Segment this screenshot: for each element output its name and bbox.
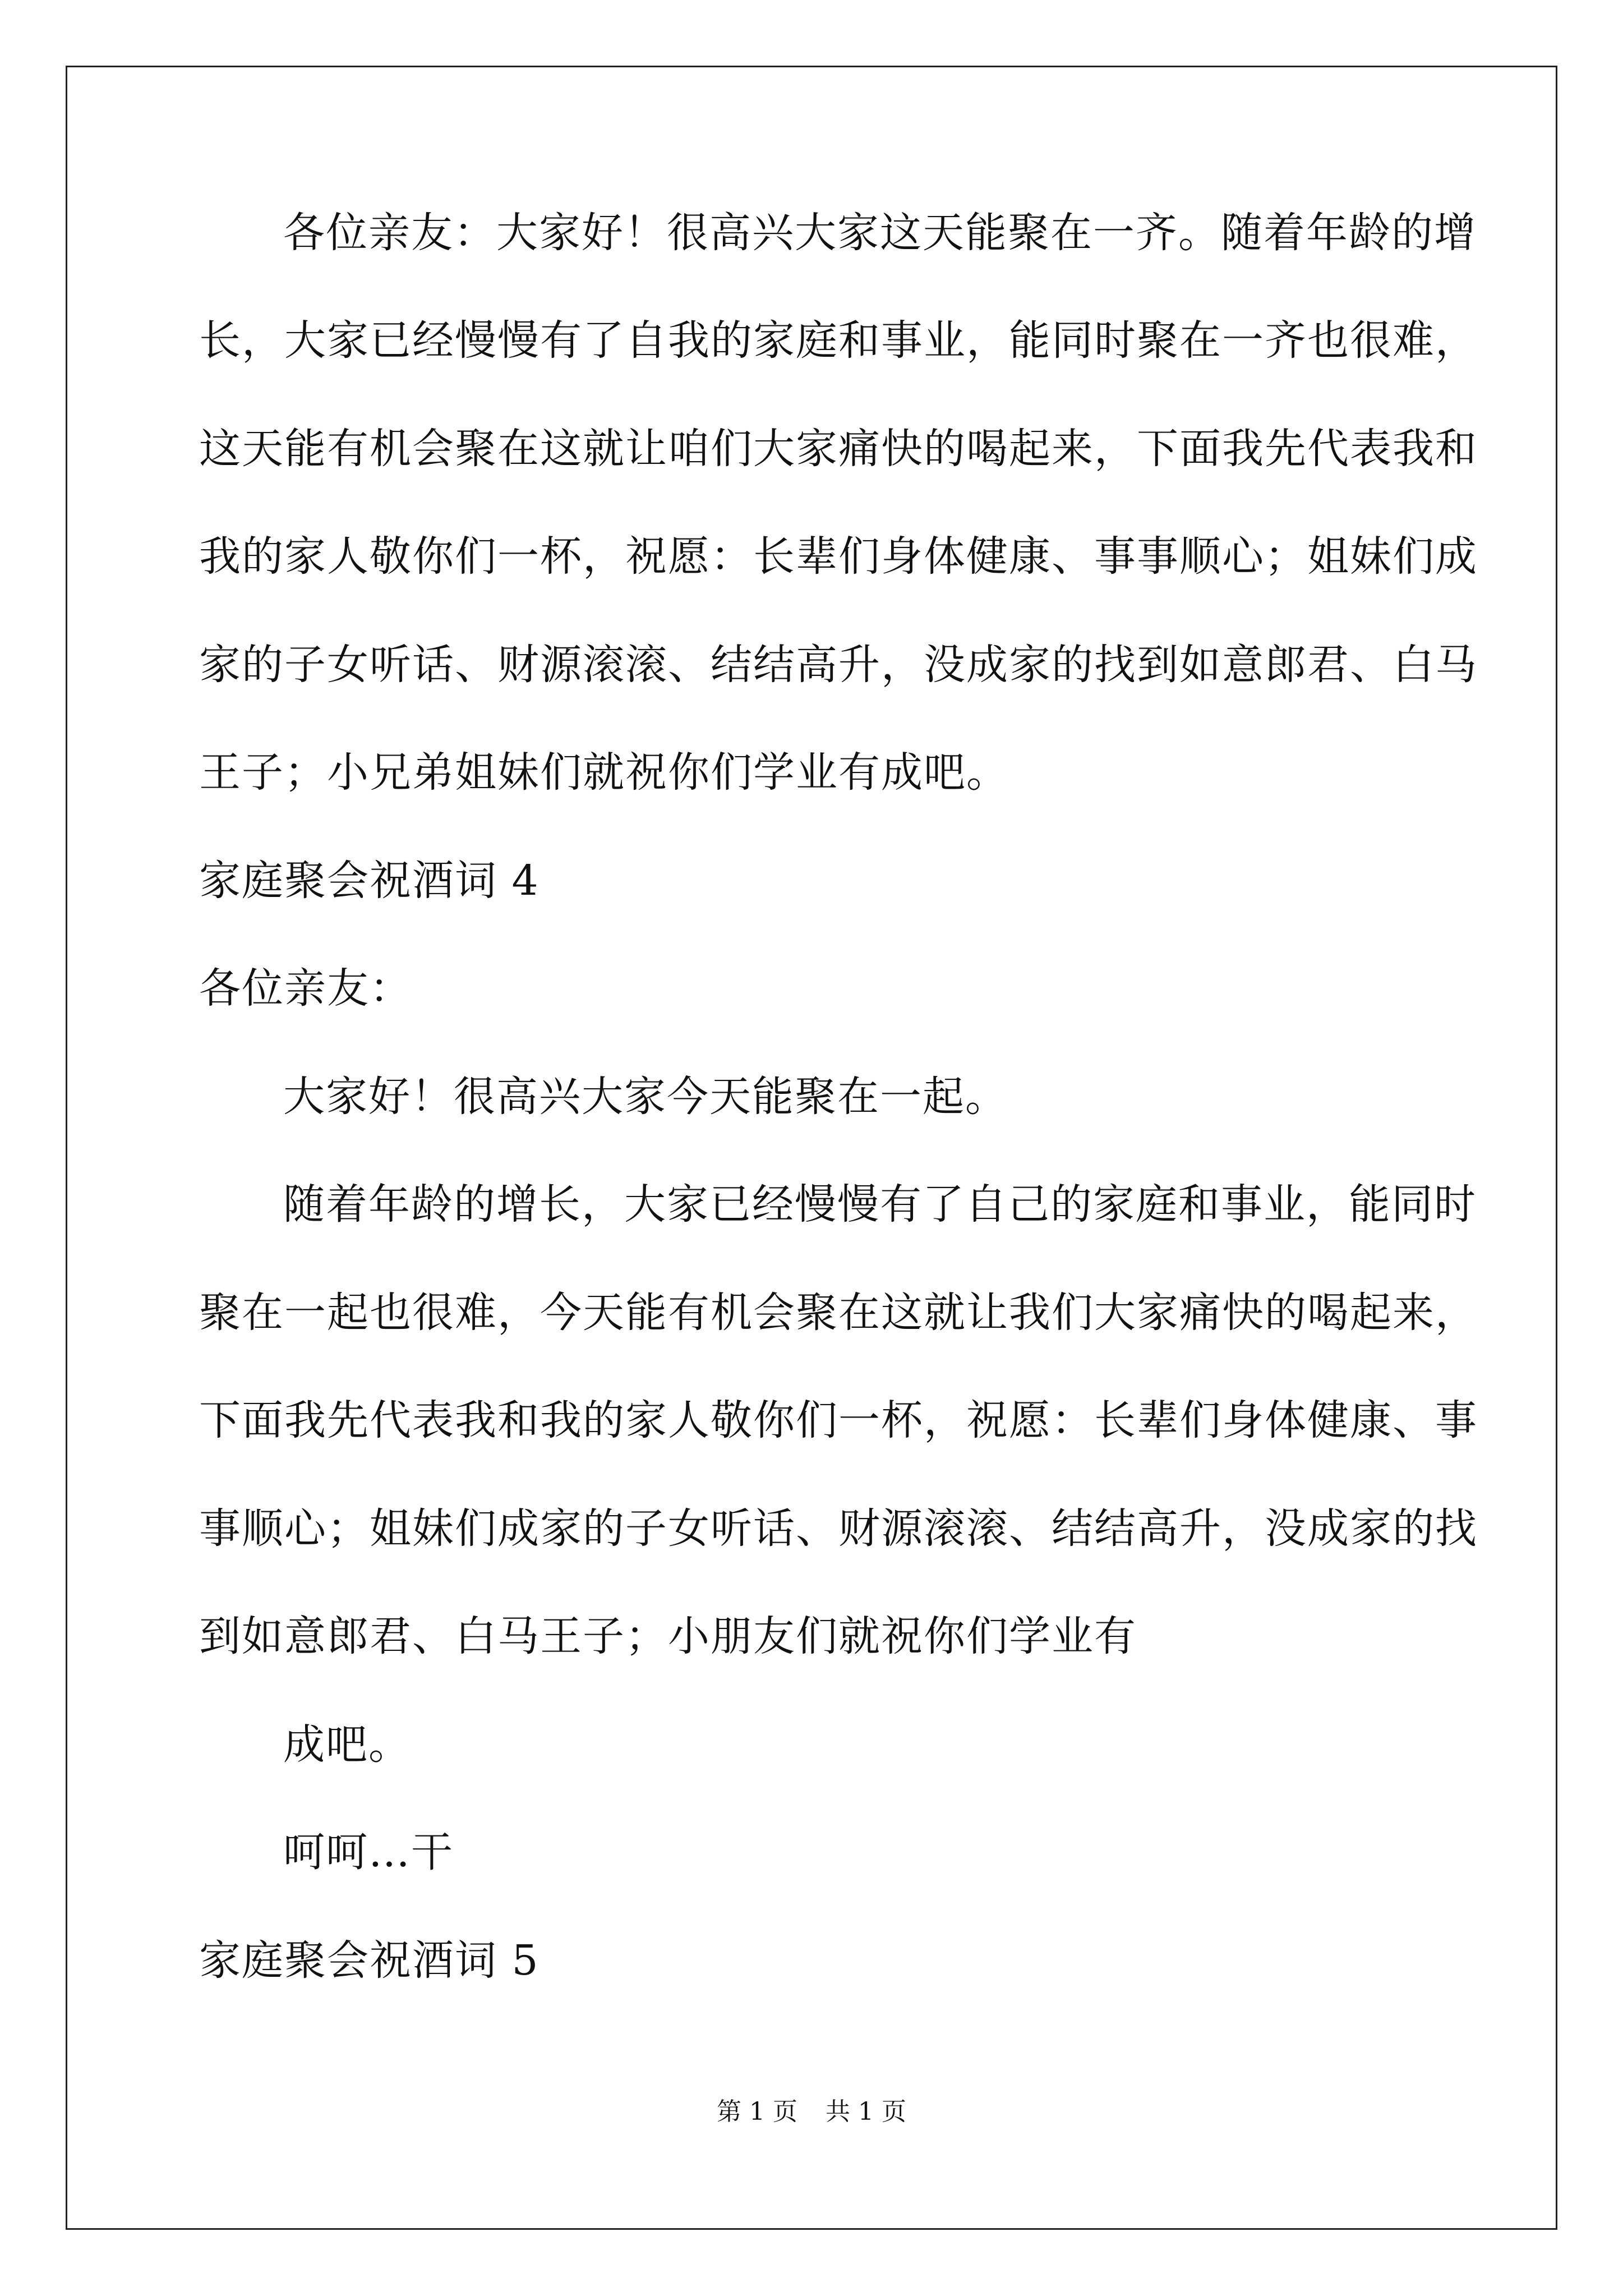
paragraph-line: 事顺心；姐妹们成家的子女听话、财源滚滚、结结高升，没成家的找 xyxy=(199,1504,1478,1553)
page-number: 第 1 页 xyxy=(717,2097,797,2126)
paragraph-line: 到如意郎君、白马王子；小朋友们就祝你们学业有 xyxy=(199,1612,1137,1660)
paragraph-line: 下面我先代表我和我的家人敬你们一杯，祝愿：长辈们身体健康、事 xyxy=(199,1396,1478,1444)
salutation: 各位亲友： xyxy=(199,964,412,1013)
paragraph-line: 这天能有机会聚在这就让咱们大家痛快的喝起来，下面我先代表我和 xyxy=(199,425,1478,473)
page-total: 共 1 页 xyxy=(826,2097,906,2126)
paragraph-line: 聚在一起也很难，今天能有机会聚在这就让我们大家痛快的喝起来， xyxy=(199,1289,1478,1337)
section-heading: 家庭聚会祝酒词 5 xyxy=(199,1936,540,1985)
section-heading: 家庭聚会祝酒词 4 xyxy=(199,857,540,905)
paragraph-line: 呵呵…干 xyxy=(283,1828,454,1876)
page-footer xyxy=(0,2095,1623,2129)
paragraph-line: 大家好！很高兴大家今天能聚在一起。 xyxy=(283,1073,1008,1121)
page-border xyxy=(66,66,1557,2230)
paragraph-line: 家的子女听话、财源滚滚、结结高升，没成家的找到如意郎君、白马 xyxy=(199,641,1478,689)
paragraph-line: 我的家人敬你们一杯，祝愿：长辈们身体健康、事事顺心；姐妹们成 xyxy=(199,532,1478,581)
paragraph-line: 各位亲友：大家好！很高兴大家这天能聚在一齐。随着年龄的增 xyxy=(283,209,1477,257)
paragraph-line: 长，大家已经慢慢有了自我的家庭和事业，能同时聚在一齐也很难， xyxy=(199,316,1478,365)
paragraph-line: 王子；小兄弟姐妹们就祝你们学业有成吧。 xyxy=(199,748,1009,797)
paragraph-line: 成吧。 xyxy=(283,1720,411,1769)
paragraph-line: 随着年龄的增长，大家已经慢慢有了自己的家庭和事业，能同时 xyxy=(283,1180,1477,1228)
